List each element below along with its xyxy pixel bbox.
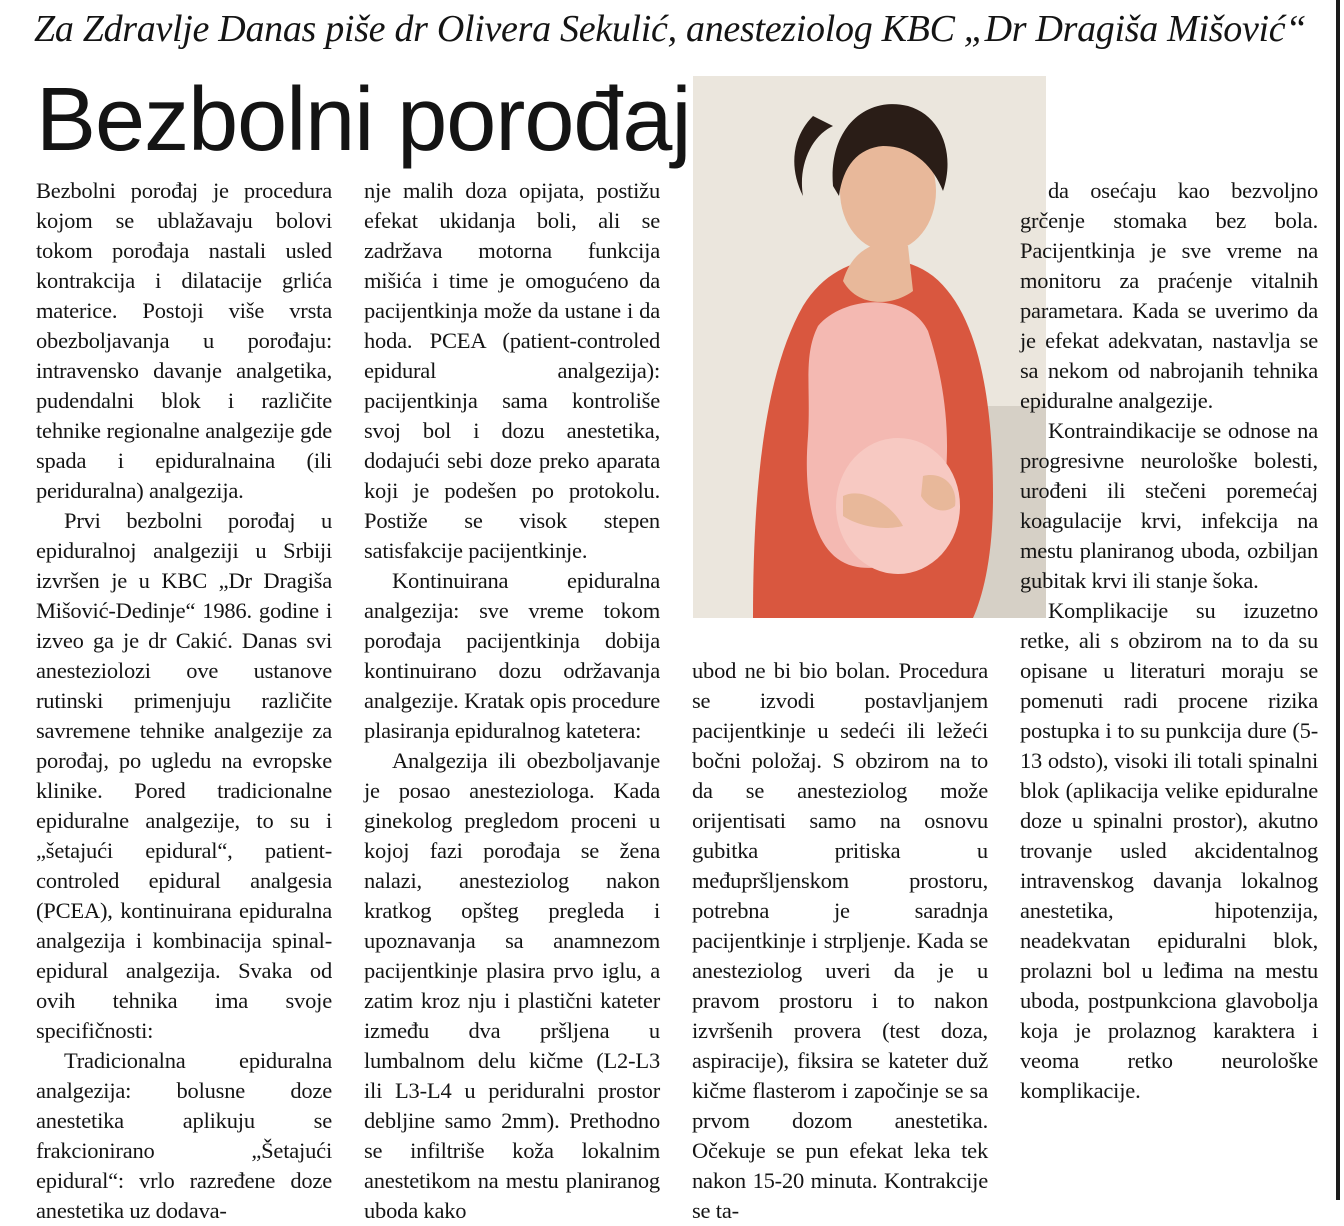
- paragraph: Bezbolni porođaj je procedura kojom se ublažavaju bolovi tokom porođaja nastali usled kontrakcija i dilatacije grlića materice. Postoji više vrsta obezboljavanja u porođaju: intravensko davanje analgetika, pudendalni blok i različite tehnike regionalne analgezije gde spada i epiduralnaina (ili periduralna) analgezija.: [36, 178, 332, 503]
- article-headline: Bezbolni porođaj: [36, 70, 691, 170]
- paragraph: ubod ne bi bio bolan. Procedura se izvodi postavljanjem pacijentkinje u sedeći ili ležeći bočni položaj. S obzirom na to da se anesteziolog može orijentisati samo na osnovu gubitka pritiska u međupršljenskom prostoru, potrebna je saradnja pacijentkinje i strpljenje. Kada se anesteziolog uveri da je u pravom prostoru i to nakon izvršenih provera (test doza, aspiracije), fiksira se kateter duž kičme flasterom i započinje se sa prvom dozom anestetika. Očekuje se pun efekat leka tek nakon 15-20 minuta. Kontrakcije se ta-: [692, 658, 988, 1223]
- article-byline: Za Zdravlje Danas piše dr Olivera Sekulić, anesteziolog KBC „Dr Dragiša Mišović“: [34, 8, 1307, 50]
- paragraph: Kontraindikacije se odnose na progresivne neurološke bolesti, urođeni ili stečeni poremećaj koagulacije krvi, infekcija na mestu planiranog uboda, ozbiljan gubitak krvi ili stanje šoka.: [1020, 418, 1318, 593]
- paragraph: Tradicionalna epiduralna analgezija: bolusne doze anestetika aplikuju se frakcionirano „Šetajući epidural“: vrlo razređene doze anestetika uz dodava-: [36, 1048, 332, 1223]
- paragraph: nje malih doza opijata, postižu efekat ukidanja boli, ali se zadržava motorna funkcija mišića i time je omogućeno da pacijentkinja može da ustane i da hoda. PCEA (patient-controled epidural analgezija): pacijentkinja sama kontroliše svoj bol i dozu anestetika, dodajući sebi doze preko aparata koji je podešen po protokolu. Postiže se visok stepen satisfakcije pacijentkinje.: [364, 178, 660, 563]
- paragraph: Prvi bezbolni porođaj u epiduralnoj analgeziji u Srbiji izvršen je u KBC „Dr Dragiša Mišović-Dedinje“ 1986. godine i izveo ga je dr Cakić. Danas svi anesteziolozi ove ustanove rutinski primenjuju različite savremene tehnike analgezije za porođaj, po ugledu na evropske klinike. Pored tradicionalne epiduralne analgezije, to su i „šetajući epidural“, patient-controled epidural analgesia (PCEA), kontinuirana epiduralna analgezija i kombinacija spinal-epidural analgezija. Svaka od ovih tehnika ima svoje specifičnosti:: [36, 508, 332, 1043]
- paragraph: Komplikacije su izuzetno retke, ali s obzirom na to da su opisane u literaturi moraju se pomenuti radi procene rizika postupka i to su punkcija dure (5-13 odsto), visoki ili totali spinalni blok (aplikacija velike epiduralne doze u spinalni prostor), akutno trovanje usled akcidentalnog intravenskog davanja lokalnog anestetika, hipotenzija, neadekvatan epiduralni blok, prolazni bol u leđima na mestu uboda, postpunkciona glavobolja koja je prolaznog karaktera i veoma retko neurološke komplikacije.: [1020, 598, 1318, 1103]
- article-column-2: [364, 176, 660, 1226]
- paragraph: Analgezija ili obezboljavanje je posao anesteziologa. Kada ginekolog pregledom proceni u kojoj fazi porođaja se žena nalazi, anesteziolog nakon kratkog opšteg pregleda i upoznavanja sa anamnezom pacijentkinje plasira prvo iglu, a zatim kroz nju i plastični kateter između dva pršljena u lumbalnom delu kičme (L2-L3 ili L3-L4 u periduralni prostor debljine samo 2mm). Prethodno se infiltriše koža lokalnim anestetikom na mestu planiranog uboda kako: [364, 748, 660, 1223]
- article-column-1: [36, 176, 332, 1226]
- article-column-4: [1020, 176, 1318, 1106]
- paragraph: da osećaju kao bezvoljno grčenje stomaka bez bola. Pacijentkinja je sve vreme na monitoru za praćenje vitalnih parametara. Kada se uverimo da je efekat adekvatan, nastavlja se sa nekom od nabrojanih tehnika epiduralne analgezije.: [1020, 178, 1318, 413]
- paragraph: Kontinuirana epiduralna analgezija: sve vreme tokom porođaja pacijentkinja dobija kontinuirano dozu održavanja analgezije. Kratak opis procedure plasiranja epiduralnog katetera:: [364, 568, 660, 743]
- pregnant-woman-photo-icon: [693, 76, 1046, 618]
- article-column-3: [692, 656, 988, 1226]
- page-edge-rule: [1336, 0, 1340, 1200]
